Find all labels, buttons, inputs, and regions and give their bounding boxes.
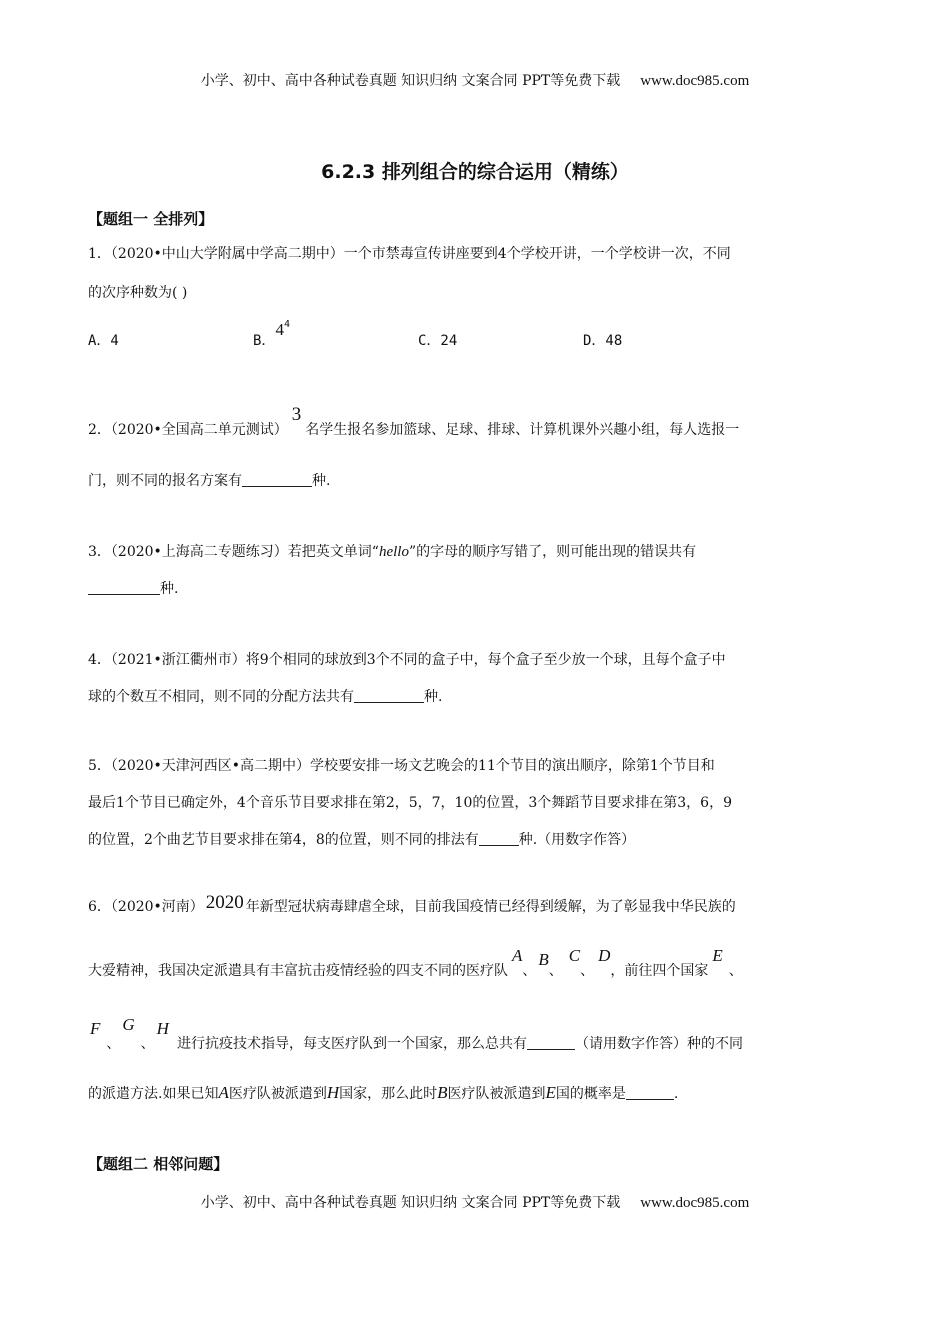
page-footer xyxy=(0,1192,950,1212)
q2-line2 xyxy=(88,470,330,490)
q5-line3-b: 种.（用数字作答） xyxy=(518,832,636,848)
q3-line2-b: 种. xyxy=(160,581,179,597)
q5-line2: 最后1个节目已确定外，4个音乐节目要求排在第2，5，7，10的位置，3个舞蹈节目要求排在第3，6，9 xyxy=(88,795,732,811)
q6-line1-a: 6．（2020•河南） xyxy=(88,899,204,915)
header-text: 小学、初中、高中各种试卷真题 知识归纳 文案合同 PPT等免费下载 xyxy=(200,73,621,89)
q6-line1 xyxy=(88,892,736,917)
q2-line2-b: 种. xyxy=(312,473,331,489)
q6-line4-var-b: B xyxy=(437,1083,448,1102)
q6-sep-1: 、 xyxy=(522,963,537,979)
q6-var-h: H xyxy=(156,1019,169,1038)
q1-option-b-exp: 4 xyxy=(283,319,290,330)
q2-line1-a: 2．（2020•全国高二单元测试） xyxy=(88,422,288,438)
q6-var-d: D xyxy=(598,946,611,965)
q3-answer-blank[interactable] xyxy=(88,580,160,595)
q4-answer-blank[interactable] xyxy=(354,688,424,703)
q6-line1-b: 年新型冠状病毒肆虐全球，目前我国疫情已经得到缓解，为了彰显我中华民族的 xyxy=(245,899,736,915)
q3-line1 xyxy=(88,541,696,561)
q2-line1 xyxy=(88,404,740,440)
q6-answer-blank-1[interactable] xyxy=(527,1035,575,1050)
q6-line2 xyxy=(88,946,743,980)
q6-line4 xyxy=(88,1083,678,1103)
q5-line3 xyxy=(88,829,635,849)
q5-line1: 5．（2020•天津河西区•高二期中）学校要安排一场文艺晚会的11个节目的演出顺序，除第1个节目和 xyxy=(88,758,715,774)
q1-option-a: A．4 xyxy=(88,333,119,349)
q6-line4-var-e: E xyxy=(545,1083,556,1102)
q2-line2-a: 门，则不同的报名方案有 xyxy=(88,473,242,489)
q1-option-d: D．48 xyxy=(583,333,623,349)
q2-line1-b: 名学生报名参加篮球、足球、排球、计算机课外兴趣小组，每人选报一 xyxy=(305,422,740,438)
q6-sep-4: 、 xyxy=(728,963,743,979)
q1-option-b-label: B． xyxy=(253,333,276,349)
q5-answer-blank[interactable] xyxy=(479,831,519,846)
q6-line2-b: ，前往四个国家 xyxy=(610,963,709,979)
q6-var-f: F xyxy=(90,1019,101,1038)
q6-sep-3: 、 xyxy=(580,963,595,979)
q4-line2-a: 球的个数互不相同，则不同的分配方法共有 xyxy=(88,689,354,705)
q6-var-g: G xyxy=(122,1015,135,1034)
q6-answer-blank-2[interactable] xyxy=(626,1085,674,1100)
page-header xyxy=(0,70,950,90)
q6-sep-6: 、 xyxy=(140,1036,155,1052)
q5-line3-a: 的位置，2个曲艺节目要求排在第4，8的位置，则不同的排法有 xyxy=(88,832,479,848)
q2-number: 3 xyxy=(291,404,302,425)
q6-line4-e: 国的概率是 xyxy=(555,1086,626,1102)
group2-heading: 【题组二 相邻问题】 xyxy=(88,1155,229,1173)
q1-option-b xyxy=(253,319,290,350)
q6-line2-a: 大爱精神，我国决定派遣具有丰富抗击疫情经验的四支不同的医疗队 xyxy=(88,963,508,979)
q3-line1-a: 3．（2020•上海高二专题练习）若把英文单词“ xyxy=(88,544,379,560)
footer-text: 小学、初中、高中各种试卷真题 知识归纳 文案合同 PPT等免费下载 xyxy=(200,1195,621,1211)
q6-line4-c: 国家，那么此时 xyxy=(339,1086,438,1102)
q6-line3-b: 进行抗疫技术指导，每支医疗队到一个国家，那么总共有 xyxy=(176,1036,527,1052)
q6-line4-b: 医疗队被派遣到 xyxy=(228,1086,327,1102)
q6-var-a: A xyxy=(512,946,523,965)
q6-sep-2: 、 xyxy=(548,963,563,979)
q6-line4-d: 医疗队被派遣到 xyxy=(447,1086,546,1102)
q6-line3 xyxy=(88,1015,743,1053)
q4-line1: 4．（2021•浙江衢州市）将9个相同的球放到3个不同的盒子中，每个盒子至少放一个球，且每个盒子中 xyxy=(88,652,726,668)
q3-line1-b: ”的字母的顺序写错了，则可能出现的错误共有 xyxy=(408,544,697,560)
group1-heading: 【题组一 全排列】 xyxy=(88,210,214,228)
q6-sep-5: 、 xyxy=(106,1036,121,1052)
q3-word: hello xyxy=(378,544,409,560)
q6-var-c: C xyxy=(568,946,581,965)
q1-option-b-base: 4 xyxy=(275,320,284,339)
q6-line4-a: 的派遣方法.如果已知 xyxy=(88,1086,219,1102)
q2-answer-blank[interactable] xyxy=(242,472,312,487)
page-title: 6.2.3 排列组合的综合运用（精练） xyxy=(321,161,629,183)
q6-var-e: E xyxy=(712,946,723,965)
header-site[interactable]: www.doc985.com xyxy=(640,73,750,89)
q1-line1: 1．（2020•中山大学附属中学高二期中）一个市禁毒宣传讲座要到4个学校开讲，一个学校讲一次，不同 xyxy=(88,246,731,262)
q1-option-c: C．24 xyxy=(418,333,458,349)
q6-line3-c: （请用数字作答）种的不同 xyxy=(574,1036,743,1052)
q6-line4-var-a: A xyxy=(218,1083,229,1102)
q3-line2 xyxy=(88,578,178,598)
q4-line2 xyxy=(88,686,442,706)
q6-var-b: B xyxy=(538,950,549,969)
q4-line2-b: 种. xyxy=(424,689,443,705)
footer-site[interactable]: www.doc985.com xyxy=(640,1195,750,1211)
q6-year: 2020 xyxy=(205,892,244,913)
q1-line2: 的次序种数为( ) xyxy=(88,285,188,301)
q6-line4-f: . xyxy=(673,1086,679,1102)
q6-line4-var-h: H xyxy=(326,1083,340,1102)
